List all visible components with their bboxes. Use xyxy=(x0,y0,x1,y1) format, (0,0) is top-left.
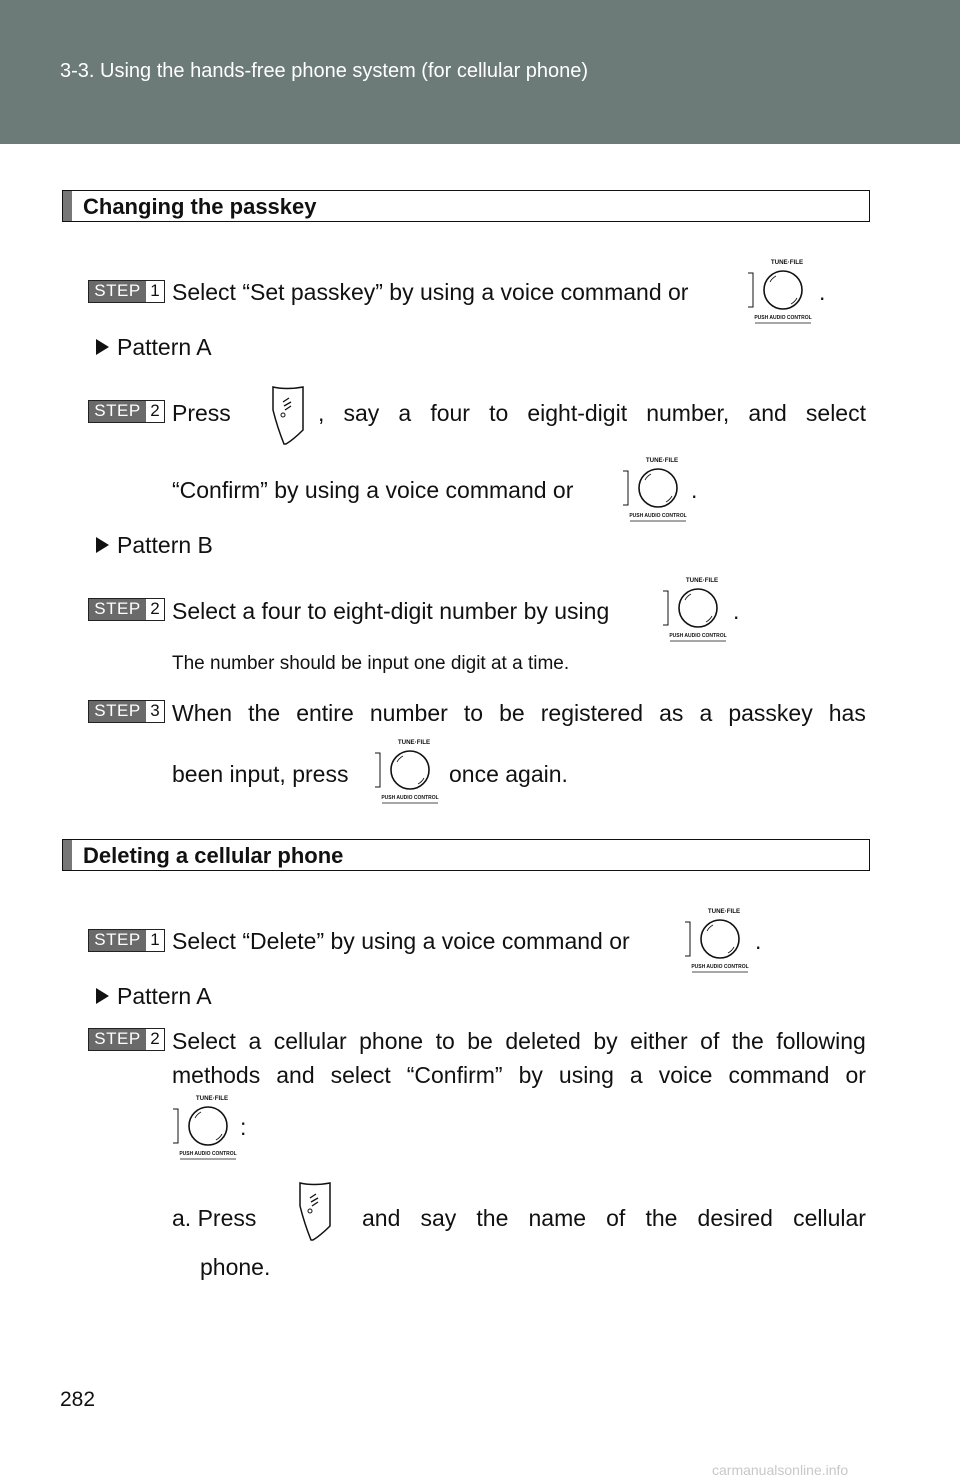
pattern-label: Pattern A xyxy=(96,333,212,361)
tune-file-knob-icon xyxy=(170,1093,242,1161)
tune-file-knob-icon xyxy=(660,575,732,643)
section-title: Changing the passkey xyxy=(83,194,317,219)
svg-text:PUSH AUDIO CONTROL: PUSH AUDIO CONTROL xyxy=(669,633,727,639)
tune-file-knob-icon xyxy=(620,455,692,523)
svg-text:TUNE·FILE: TUNE·FILE xyxy=(685,577,719,584)
svg-text:TUNE·FILE: TUNE·FILE xyxy=(195,1095,229,1102)
tune-file-knob-icon xyxy=(682,906,754,974)
section-accent xyxy=(63,191,72,221)
step-text: and say the name of the desired cellular xyxy=(362,1205,866,1231)
step-badge: STEP 1 xyxy=(88,929,165,952)
step-badge: STEP 2 xyxy=(88,598,165,621)
header-band xyxy=(0,0,960,144)
chapter-title: 3-3. Using the hands-free phone system (for cellular phone) xyxy=(60,60,589,82)
section-title: Deleting a cellular phone xyxy=(83,843,344,868)
tune-file-knob-icon xyxy=(372,737,444,805)
talk-switch-icon xyxy=(298,1180,332,1242)
step-text: been input, press xyxy=(172,761,349,787)
step-badge: STEP 2 xyxy=(88,1028,165,1051)
svg-text:PUSH AUDIO CONTROL: PUSH AUDIO CONTROL xyxy=(629,513,687,519)
step-text: , say a four to eight-digit number, and select xyxy=(318,400,866,426)
svg-text:TUNE·FILE: TUNE·FILE xyxy=(645,457,679,464)
svg-text:TUNE·FILE: TUNE·FILE xyxy=(397,739,431,746)
step-text: “Confirm” by using a voice command or xyxy=(172,477,574,503)
svg-text:TUNE·FILE: TUNE·FILE xyxy=(707,908,741,915)
talk-switch-icon xyxy=(271,384,305,446)
svg-text:TUNE·FILE: TUNE·FILE xyxy=(770,259,804,266)
svg-text:PUSH AUDIO CONTROL: PUSH AUDIO CONTROL xyxy=(754,315,812,321)
pattern-label: Pattern B xyxy=(96,531,213,559)
triangle-bullet-icon xyxy=(96,537,109,553)
step-text: Select “Delete” by using a voice command or xyxy=(172,928,630,954)
svg-text:PUSH AUDIO CONTROL: PUSH AUDIO CONTROL xyxy=(179,1151,237,1157)
section-heading-changing-passkey xyxy=(62,190,870,222)
step-badge: STEP 3 xyxy=(88,700,165,723)
triangle-bullet-icon xyxy=(96,988,109,1004)
step-note: The number should be input one digit at a time. xyxy=(172,653,570,674)
svg-text:PUSH AUDIO CONTROL: PUSH AUDIO CONTROL xyxy=(691,964,749,970)
section-accent xyxy=(63,840,72,870)
svg-text:PUSH AUDIO CONTROL: PUSH AUDIO CONTROL xyxy=(381,795,439,801)
triangle-bullet-icon xyxy=(96,339,109,355)
section-heading-deleting-phone xyxy=(62,839,870,871)
pattern-label: Pattern A xyxy=(96,982,212,1010)
step-badge: STEP 1 xyxy=(88,280,165,303)
step-badge: STEP 2 xyxy=(88,400,165,423)
page-number: 282 xyxy=(60,1388,96,1411)
step-text: Select a four to eight-digit number by using xyxy=(172,598,610,624)
step-text: Select a cellular phone to be deleted by either of the following xyxy=(172,1028,866,1054)
step-text: methods and select “Confirm” by using a voice command or xyxy=(172,1062,866,1088)
step-text: phone. xyxy=(200,1254,271,1280)
step-text: When the entire number to be registered as a passkey has xyxy=(172,700,866,726)
tune-file-knob-icon xyxy=(745,257,817,325)
step-text: Select “Set passkey” by using a voice command or xyxy=(172,279,689,305)
watermark: carmanualsonline.info xyxy=(712,1462,849,1478)
sub-item-label: a. Press xyxy=(172,1205,257,1231)
